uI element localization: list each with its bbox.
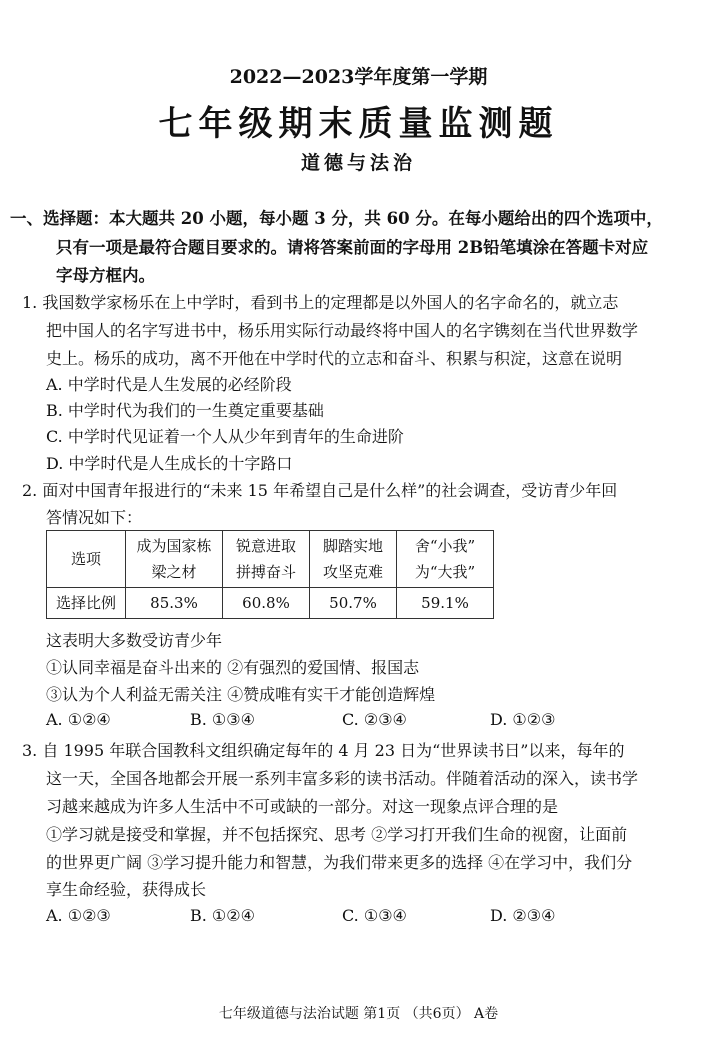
survey-col-4: 舍“小我” 为“大我” bbox=[397, 531, 494, 588]
question-1-option-b: B. 中学时代为我们的一生奠定重要基础 bbox=[46, 401, 324, 420]
survey-value-4: 59.1% bbox=[397, 588, 494, 619]
question-1-option-a: A. 中学时代是人生发展的必经阶段 bbox=[46, 375, 292, 394]
section-instruction-line3: 字母方框内。 bbox=[56, 266, 155, 285]
question-3-option-a: A. ①②③ bbox=[46, 906, 111, 925]
question-1-option-c: C. 中学时代见证着一个人从少年到青年的生命进阶 bbox=[46, 427, 404, 446]
survey-value-2: 60.8% bbox=[223, 588, 310, 619]
exam-subject: 道德与法治 bbox=[300, 152, 416, 174]
survey-header-label: 选项 bbox=[47, 531, 126, 588]
survey-value-3: 50.7% bbox=[310, 588, 397, 619]
question-3-option-d: D. ②③④ bbox=[490, 906, 556, 925]
survey-table bbox=[46, 530, 494, 619]
question-3-line1: 3. 自 1995 年联合国教科文组织确定每年的 4 月 23 日为“世界读书日”以来，每年的 bbox=[22, 741, 625, 760]
question-3-line4: ①学习就是接受和掌握，并不包括探究、思考 ②学习打开我们生命的视窗，让面前 bbox=[46, 825, 628, 844]
survey-value-1: 85.3% bbox=[126, 588, 223, 619]
question-1-option-d: D. 中学时代是人生成长的十字路口 bbox=[46, 454, 293, 473]
question-2-option-c: C. ②③④ bbox=[342, 710, 407, 729]
exam-title: 七年级期末质量监测题 bbox=[158, 104, 559, 144]
survey-header-row bbox=[47, 531, 494, 588]
exam-year: 2022—2023学年度第一学期 bbox=[229, 66, 488, 88]
question-3-line5: 的世界更广阔 ③学习提升能力和智慧，为我们带来更多的选择 ④在学习中，我们分 bbox=[46, 853, 633, 872]
survey-value-row bbox=[47, 588, 494, 619]
survey-col-3: 脚踏实地 攻坚克难 bbox=[310, 531, 397, 588]
section-instruction-line1: 一、选择题：本大题共 20 小题，每小题 3 分，共 60 分。在每小题给出的四个选项中， bbox=[10, 209, 663, 228]
survey-col-1: 成为国家栋 梁之材 bbox=[126, 531, 223, 588]
page-footer: 七年级道德与法治试题 第1页 （共6页） A卷 bbox=[218, 1006, 499, 1022]
question-2-statements-1: ①认同幸福是奋斗出来的 ②有强烈的爱国情、报国志 bbox=[46, 658, 420, 677]
question-2-option-d: D. ①②③ bbox=[490, 710, 556, 729]
question-2-line1: 2. 面对中国青年报进行的“未来 15 年希望自己是什么样”的社会调查，受访青少年回 bbox=[22, 481, 618, 500]
question-1-line2: 把中国人的名字写进书中，杨乐用实际行动最终将中国人的名字镌刻在当代世界数学 bbox=[46, 321, 639, 340]
survey-row-label: 选择比例 bbox=[47, 588, 126, 619]
question-2-statements-2: ③认为个人利益无需关注 ④赞成唯有实干才能创造辉煌 bbox=[46, 685, 436, 704]
question-2-line2: 答情况如下： bbox=[46, 508, 143, 527]
question-3-line6: 享生命经验，获得成长 bbox=[46, 880, 207, 899]
question-1-line1: 1. 我国数学家杨乐在上中学时，看到书上的定理都是以外国人的名字命名的，就立志 bbox=[22, 293, 619, 312]
question-2-stem: 这表明大多数受访青少年 bbox=[46, 631, 223, 650]
question-2-option-b: B. ①③④ bbox=[190, 710, 255, 729]
question-3-option-c: C. ①③④ bbox=[342, 906, 407, 925]
question-3-line2: 这一天，全国各地都会开展一系列丰富多彩的读书活动。伴随着活动的深入，读书学 bbox=[46, 769, 639, 788]
question-1-line3: 史上。杨乐的成功，离不开他在中学时代的立志和奋斗、积累与积淀，这意在说明 bbox=[46, 349, 623, 368]
question-3-option-b: B. ①②④ bbox=[190, 906, 255, 925]
question-2-option-a: A. ①②④ bbox=[46, 710, 111, 729]
survey-col-2: 锐意进取 拼搏奋斗 bbox=[223, 531, 310, 588]
question-3-line3: 习越来越成为许多人生活中不可或缺的一部分。对这一现象点评合理的是 bbox=[46, 797, 559, 816]
section-instruction-line2: 只有一项是最符合题目要求的。请将答案前面的字母用 2B铅笔填涂在答题卡对应 bbox=[56, 238, 649, 257]
